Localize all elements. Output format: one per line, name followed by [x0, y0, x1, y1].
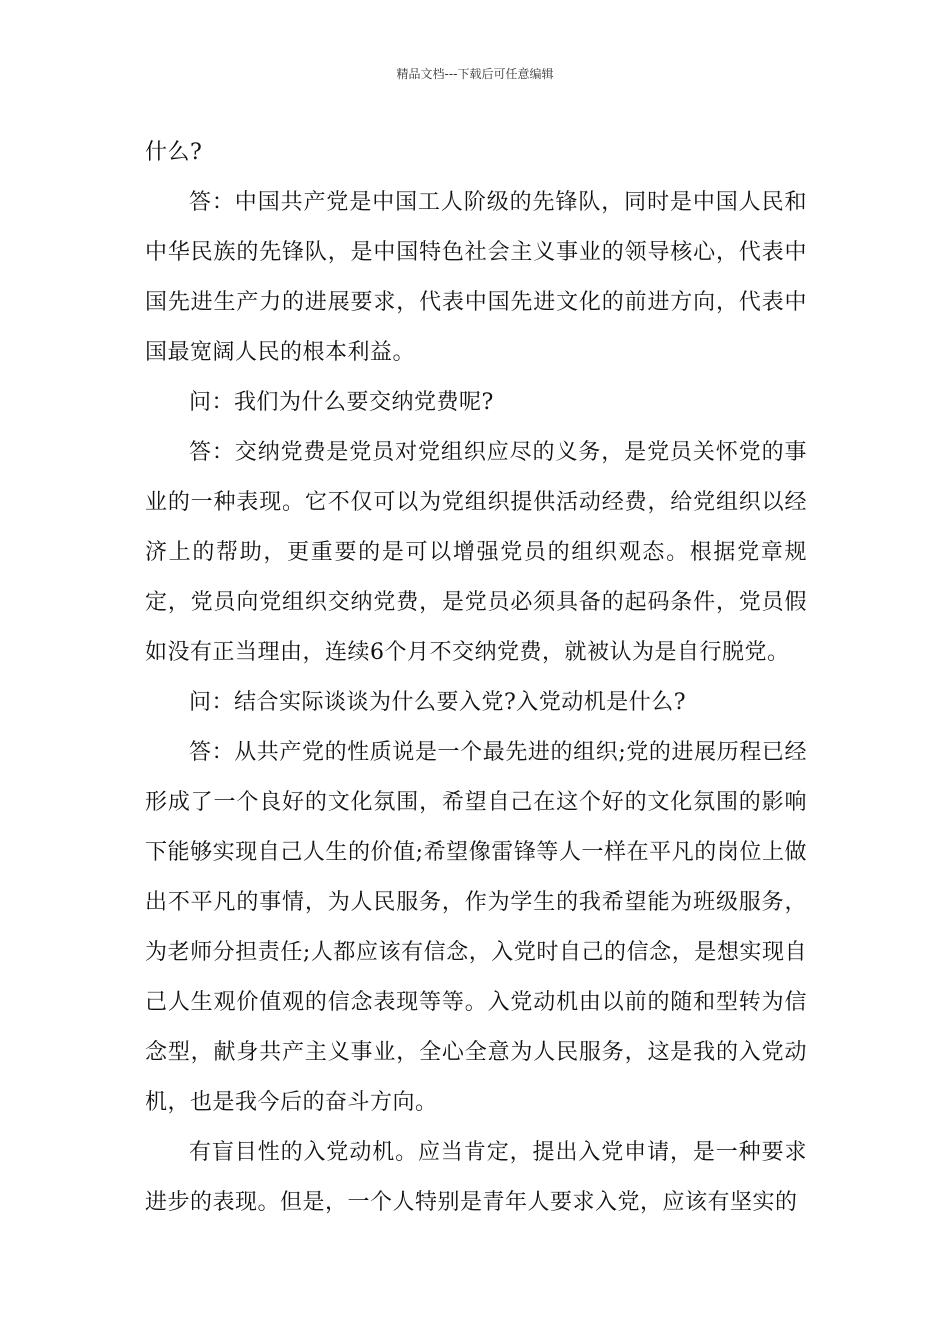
paragraph-answer-dues: 答：交纳党费是党员对党组织应尽的义务，是党员关怀党的事业的一种表现。它不仅可以为党组织提供活动经费，给党组织以经济上的帮助，更重要的是可以增强党员的组织观态。根据党章规定，党员向党组织交纳党费，是党员必须具备的起码条件，党员假如没有正当理由，连续6个月不交纳党费，就被认为是自行脱党。 [145, 440, 807, 665]
paragraph-question-motivation: 问：结合实际谈谈为什么要入党?入党动机是什么? [189, 690, 687, 715]
paragraph-answer-motivation: 答：从共产党的性质说是一个最先进的组织;党的进展历程已经形成了一个良好的文化氛围，希望自己在这个好的文化氛围的影响下能够实现自己人生的价值;希望像雷锋等人一样在平凡的岗位上做出不平凡的事情，为人民服务，作为学生的我希望能为班级服务，为老师分担责任;人都应该有信念，入党时自己的信念，是想实现自己人生观价值观的信念表现等等。入党动机由以前的随和型转为信念型，献身共产主义事业，全心全意为人民服务，这是我的入党动机，也是我今后的奋斗方向。 [145, 740, 807, 1115]
paragraph-question-dues: 问：我们为什么要交纳党费呢? [189, 390, 494, 415]
paragraph-continuation: 什么? [145, 140, 203, 165]
paragraph-answer-party-nature: 答：中国共产党是中国工人阶级的先锋队，同时是中国人民和中华民族的先锋队，是中国特色社会主义事业的领导核心，代表中国先进生产力的进展要求，代表中国先进文化的前进方向，代表中国最宽阔人民的根本利益。 [145, 190, 807, 365]
paragraph-blind-motivation: 有盲目性的入党动机。应当肯定，提出入党申请，是一种要求进步的表现。但是，一个人特别是青年人要求入党，应该有坚实的 [145, 1140, 807, 1215]
document-body [145, 128, 807, 1228]
page-header: 精品文档---下载后可任意编辑 [396, 67, 554, 81]
